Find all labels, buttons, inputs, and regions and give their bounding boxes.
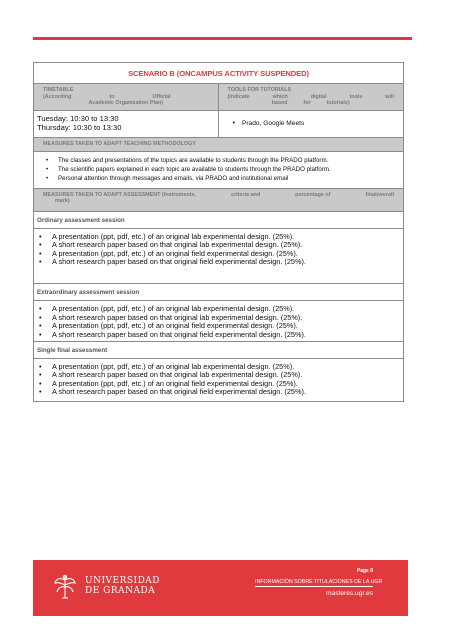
methodology-header: MEASURES TAKEN TO ADAPT TEACHING METHODOLOGY bbox=[34, 137, 403, 151]
list-item: • A presentation (ppt, pdf, etc.) of an original lab experimental design. (25%). bbox=[52, 305, 399, 313]
tools-header-line3: based for tutorials) bbox=[271, 100, 350, 107]
list-item: • A short research paper based on that original field experimental design. (25%). bbox=[52, 388, 399, 396]
list-item: • A presentation (ppt, pdf, etc.) of an original field experimental design. (25%). bbox=[52, 380, 399, 388]
methodology-content bbox=[34, 151, 403, 188]
section-extraordinary bbox=[34, 300, 403, 341]
assessment-header-line1: MEASURES TAKEN TO ADAPT ASSESSMENT (Instruments, criteria and percentage of finaloverall bbox=[43, 191, 394, 198]
list-item: • A presentation (ppt, pdf, etc.) of an original lab experimental design. (25%). bbox=[52, 363, 399, 371]
timetable-header bbox=[34, 84, 219, 110]
extraordinary-list bbox=[34, 301, 403, 341]
assessment-header bbox=[34, 188, 403, 211]
scenario-table bbox=[33, 62, 404, 402]
timetable-header-line2: (According to Official bbox=[43, 93, 171, 100]
list-item: • A short research paper based on that original lab experimental design. (25%). bbox=[52, 241, 399, 249]
list-item: • A short research paper based on that original lab experimental design. (25%). bbox=[52, 314, 399, 322]
tools-item: Prado, Google Meets bbox=[241, 120, 305, 128]
list-item: • The classes and presentations of the topics are available to students through the PRADO platform. bbox=[58, 156, 399, 165]
list-item: • A short research paper based on that original lab experimental design. (25%). bbox=[52, 371, 399, 379]
university-crest-icon bbox=[52, 573, 78, 601]
section-label-ordinary: Ordinary assessment session bbox=[34, 211, 403, 228]
timetable-header-title: TIMETABLE bbox=[43, 87, 74, 93]
list-item: • A presentation (ppt, pdf, etc.) of an original field experimental design. (25%). bbox=[52, 322, 399, 330]
tools-header-line2: (indicate which digital tools will bbox=[227, 93, 394, 100]
list-item: • A short research paper based on that original field experimental design. (25%). bbox=[52, 258, 399, 266]
footer-info: INFORMACIÓN SOBRE TITULACIONES DE LA UGR bbox=[255, 579, 383, 585]
section-label-extraordinary: Extraordinary assessment session bbox=[34, 283, 403, 300]
timetable-tools-header-row bbox=[34, 83, 403, 110]
list-item: • A short research paper based on that original field experimental design. (25%). bbox=[52, 331, 399, 339]
list-item: • A presentation (ppt, pdf, etc.) of an original lab experimental design. (25%). bbox=[52, 233, 399, 241]
assessment-header-line2: mark) bbox=[55, 198, 70, 205]
list-item: • Personal attention through messages and emails, via PRADO and institutional email bbox=[58, 174, 399, 183]
scenario-title: SCENARIO B (ONCAMPUS ACTIVITY SUSPENDED) bbox=[128, 68, 309, 78]
tools-content bbox=[219, 111, 404, 137]
timetable-tools-content-row bbox=[34, 110, 403, 137]
ordinary-list bbox=[34, 229, 403, 284]
section-label-single: Single final assessment bbox=[34, 341, 403, 358]
timetable-header-line3: Academic Organization Plan) bbox=[88, 100, 164, 107]
timetable-content bbox=[34, 111, 219, 137]
timetable-line-thursday: Thursday: 10:30 to 13:30 bbox=[37, 123, 122, 133]
single-list bbox=[34, 359, 403, 401]
footer-banner bbox=[33, 560, 408, 616]
list-item: • A presentation (ppt, pdf, etc.) of an original field experimental design. (25%). bbox=[52, 250, 399, 258]
section-ordinary bbox=[34, 228, 403, 284]
top-red-rule bbox=[33, 37, 412, 40]
list-item: • The scientific papers explained in each topic are available to students through the PRADO platform. bbox=[58, 165, 399, 174]
tools-header bbox=[219, 84, 404, 110]
section-single bbox=[34, 358, 403, 401]
methodology-list bbox=[34, 152, 403, 188]
page-number: Page 8 bbox=[356, 568, 373, 574]
tools-header-title: TOOLS FOR TUTORIALS bbox=[227, 87, 292, 93]
footer-site-link[interactable]: masteres.ugr.es bbox=[326, 590, 373, 597]
bullet-icon: • bbox=[232, 120, 235, 128]
university-name: UNIVERSIDAD DE GRANADA bbox=[85, 576, 161, 596]
timetable-line-tuesday: Tuesday: 10:30 to 13:30 bbox=[37, 113, 119, 123]
